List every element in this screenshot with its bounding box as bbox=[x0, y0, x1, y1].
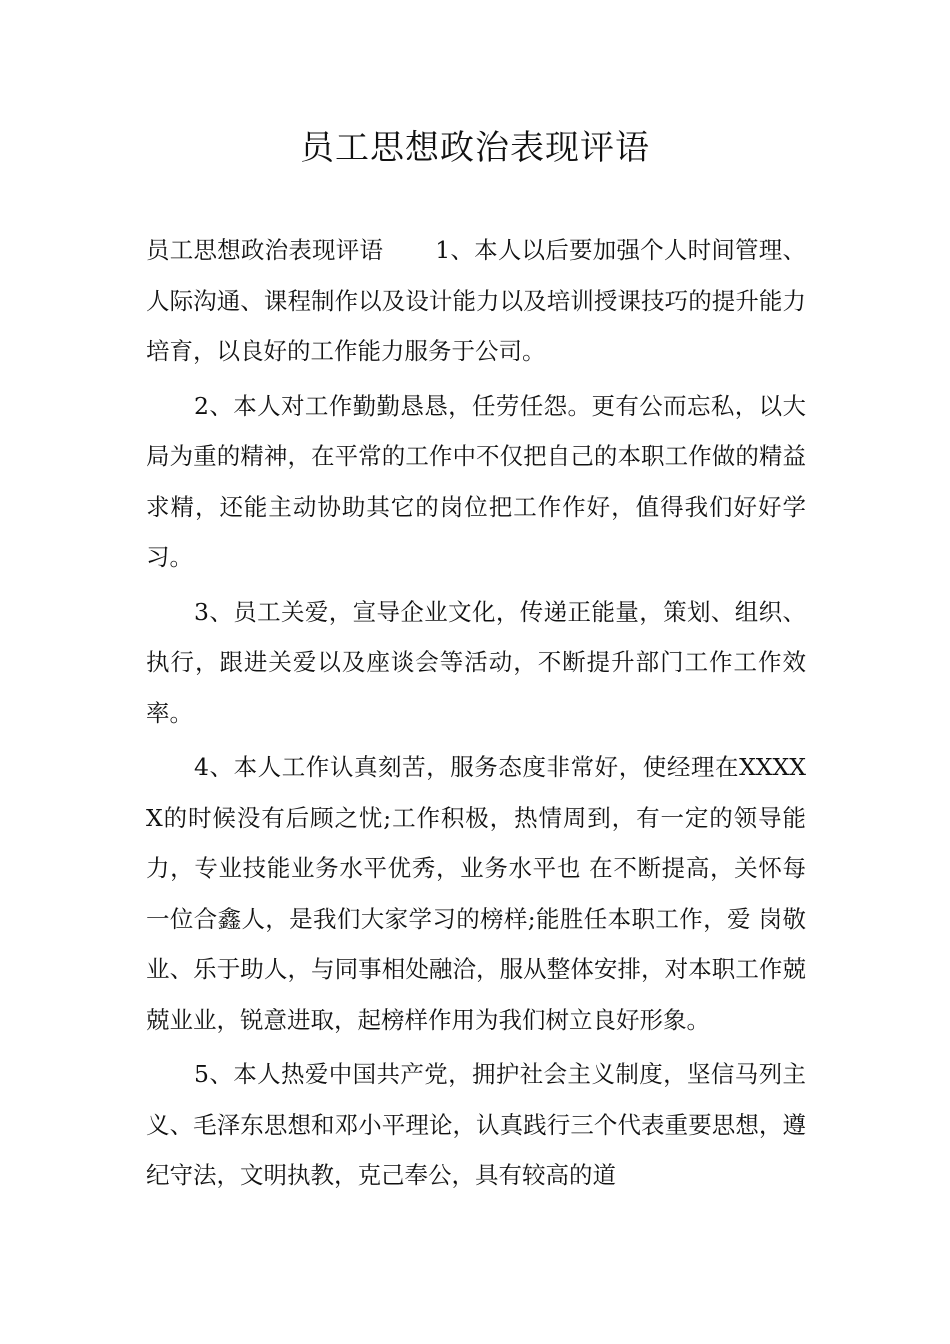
paragraph-5 bbox=[146, 1049, 806, 1201]
paragraph-3 bbox=[146, 587, 806, 739]
paragraph-text: 5、本人热爱中国共产党，拥护社会主义制度，坚信马列主义、毛泽东思想和邓小平理论，认真践行三个代表重要思想，遵纪守法，文明执教，克己奉公，具有较高的道 bbox=[146, 1060, 806, 1189]
paragraph-4 bbox=[146, 742, 806, 1045]
paragraph-text: 2、本人对工作勤勤恳恳，任劳任怨。更有公而忘私，以大局为重的精神，在平常的工作中不仅把自己的本职工作做的精益求精，还能主动协助其它的岗位把工作作好，值得我们好好学习。 bbox=[146, 391, 806, 571]
document-body bbox=[146, 225, 806, 1205]
paragraph-1 bbox=[146, 225, 806, 377]
document-title: 员工思想政治表现评语 bbox=[300, 128, 650, 168]
paragraph-lead: 员工思想政治表现评语 bbox=[146, 236, 384, 264]
paragraph-2 bbox=[146, 381, 806, 583]
paragraph-text: 1、本人以后要加强个人时间管理、人际沟通、课程制作以及设计能力以及培训授课技巧的提升能力培育，以良好的工作能力服务于公司。 bbox=[146, 236, 806, 365]
paragraph-text: 3、员工关爱，宣导企业文化，传递正能量，策划、组织、执行，跟进关爱以及座谈会等活动，不断提升部门工作工作效率。 bbox=[146, 597, 806, 727]
paragraph-text: 4、本人工作认真刻苦，服务态度非常好，使经理在XXXXX的时候没有后顾之忧;工作积极，热情周到，有一定的领导能力，专业技能业务水平优秀，业务水平也 在不断提高，关怀每一位合鑫人，是我们大家学习的榜样;能胜任本职工作，爱 岗敬业、乐于助人，与同事相处融洽，服从整体安排，对本职工作兢兢业业，锐意进取，起榜样作用为我们树立良好形象。 bbox=[146, 753, 806, 1034]
